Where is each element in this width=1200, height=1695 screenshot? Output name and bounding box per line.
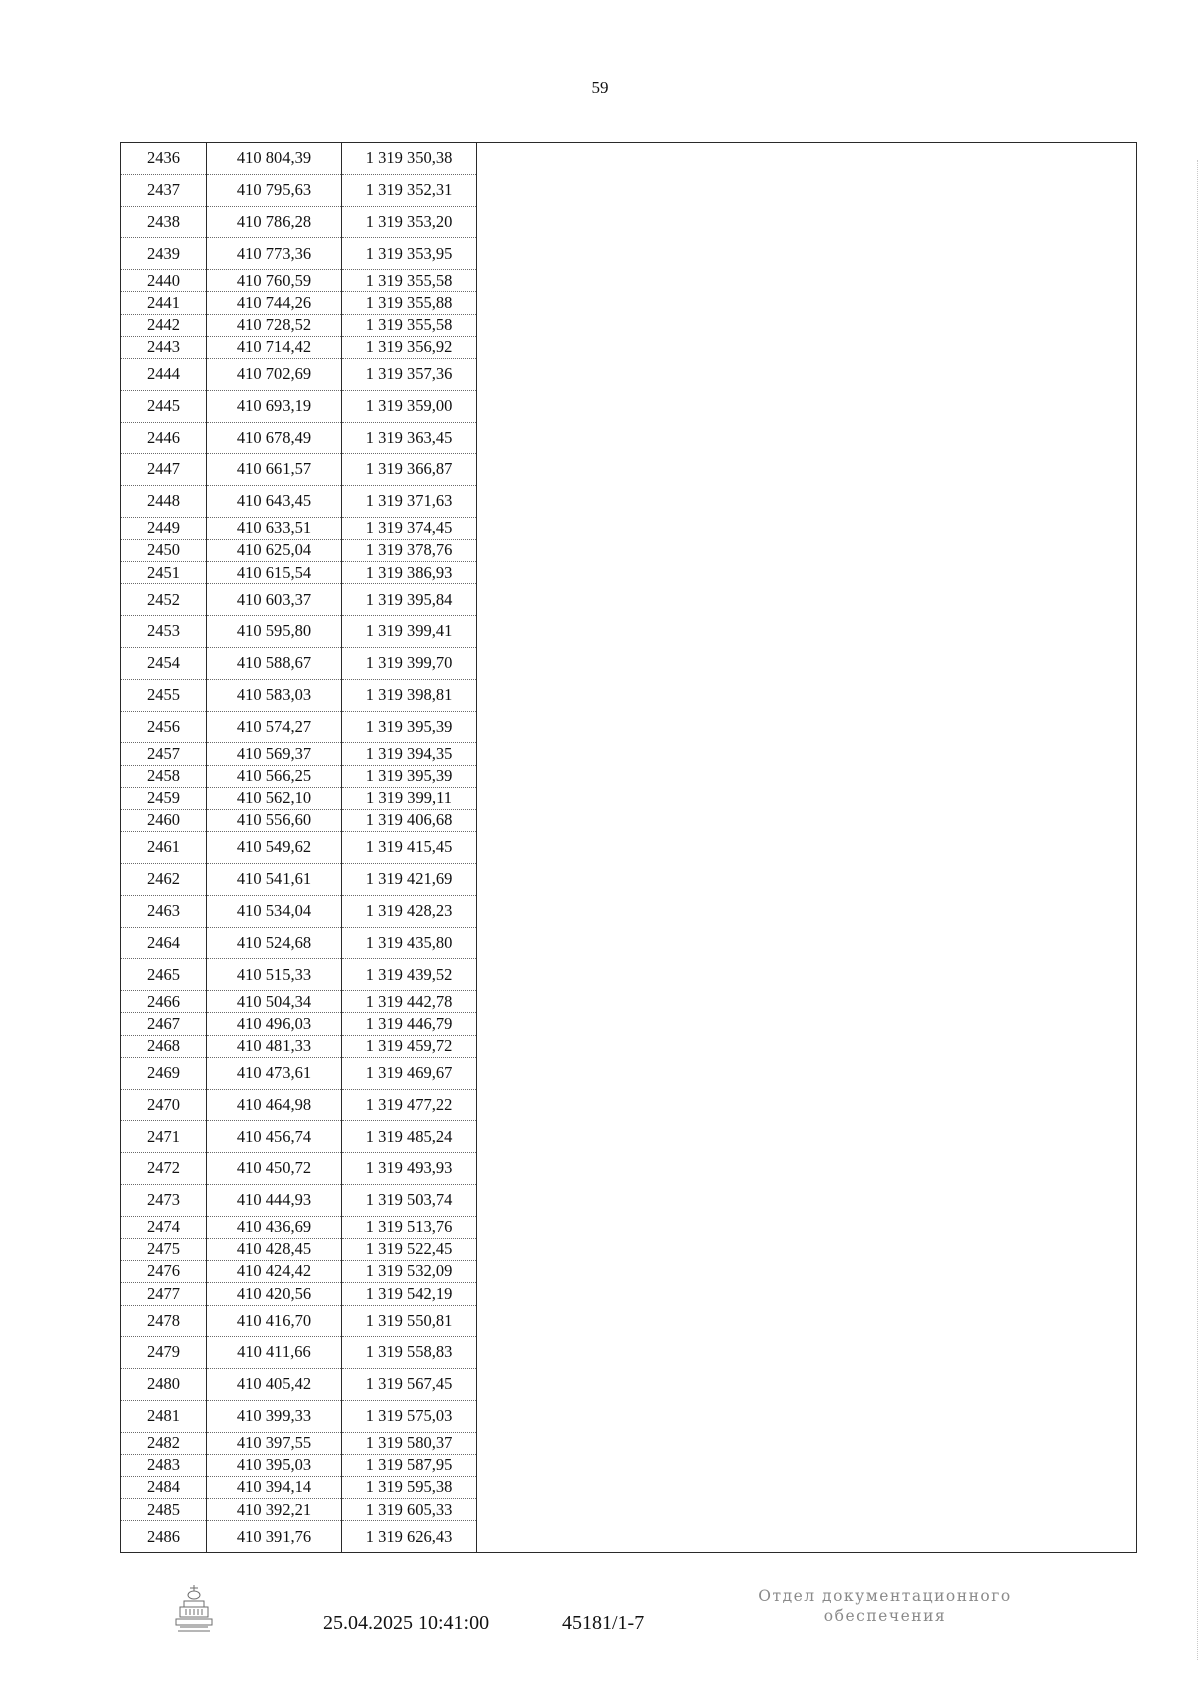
x-coordinate-cell: 410 397,55 [207,1432,342,1454]
y-coordinate-cell: 1 319 359,00 [342,390,477,422]
point-number-cell: 2454 [121,648,207,680]
scan-edge-mark [1196,160,1198,1660]
y-coordinate-cell: 1 319 459,72 [342,1035,477,1057]
y-coordinate-cell: 1 319 355,58 [342,270,477,292]
point-number-cell: 2481 [121,1400,207,1432]
point-number-cell: 2468 [121,1035,207,1057]
x-coordinate-cell: 410 481,33 [207,1035,342,1057]
x-coordinate-cell: 410 661,57 [207,454,342,486]
point-number-cell: 2483 [121,1454,207,1476]
y-coordinate-cell: 1 319 580,37 [342,1432,477,1454]
point-number-cell: 2461 [121,832,207,864]
point-number-cell: 2471 [121,1121,207,1153]
point-number-cell: 2458 [121,765,207,787]
y-coordinate-cell: 1 319 550,81 [342,1305,477,1337]
y-coordinate-cell: 1 319 399,11 [342,787,477,809]
point-number-cell: 2439 [121,238,207,270]
x-coordinate-cell: 410 574,27 [207,711,342,743]
x-coordinate-cell: 410 760,59 [207,270,342,292]
point-number-cell: 2467 [121,1013,207,1035]
y-coordinate-cell: 1 319 371,63 [342,486,477,518]
y-coordinate-cell: 1 319 522,45 [342,1238,477,1260]
y-coordinate-cell: 1 319 605,33 [342,1499,477,1521]
point-number-cell: 2438 [121,206,207,238]
point-number-cell: 2460 [121,810,207,832]
point-number-cell: 2472 [121,1153,207,1185]
x-coordinate-cell: 410 424,42 [207,1261,342,1283]
point-number-cell: 2446 [121,422,207,454]
y-coordinate-cell: 1 319 469,67 [342,1057,477,1089]
point-number-cell: 2473 [121,1184,207,1216]
y-coordinate-cell: 1 319 626,43 [342,1521,477,1553]
y-coordinate-cell: 1 319 513,76 [342,1216,477,1238]
y-coordinate-cell: 1 319 352,31 [342,174,477,206]
x-coordinate-cell: 410 541,61 [207,864,342,896]
x-coordinate-cell: 410 603,37 [207,584,342,616]
x-coordinate-cell: 410 615,54 [207,562,342,584]
point-number-cell: 2456 [121,711,207,743]
y-coordinate-cell: 1 319 353,20 [342,206,477,238]
point-number-cell: 2453 [121,616,207,648]
x-coordinate-cell: 410 420,56 [207,1283,342,1305]
point-number-cell: 2480 [121,1369,207,1401]
point-number-cell: 2436 [121,143,207,175]
x-coordinate-cell: 410 534,04 [207,895,342,927]
point-number-cell: 2469 [121,1057,207,1089]
y-coordinate-cell: 1 319 442,78 [342,991,477,1013]
y-coordinate-cell: 1 319 353,95 [342,238,477,270]
y-coordinate-cell: 1 319 428,23 [342,895,477,927]
x-coordinate-cell: 410 583,03 [207,679,342,711]
department-stamp-line-2: обеспечения [823,1607,947,1625]
point-number-cell: 2470 [121,1089,207,1121]
x-coordinate-cell: 410 456,74 [207,1121,342,1153]
point-number-cell: 2449 [121,517,207,539]
point-number-cell: 2484 [121,1477,207,1499]
x-coordinate-cell: 410 714,42 [207,336,342,358]
y-coordinate-cell: 1 319 439,52 [342,959,477,991]
x-coordinate-cell: 410 416,70 [207,1305,342,1337]
y-coordinate-cell: 1 319 395,84 [342,584,477,616]
x-coordinate-cell: 410 444,93 [207,1184,342,1216]
point-number-cell: 2443 [121,336,207,358]
y-coordinate-cell: 1 319 374,45 [342,517,477,539]
y-coordinate-cell: 1 319 485,24 [342,1121,477,1153]
x-coordinate-cell: 410 524,68 [207,927,342,959]
point-number-cell: 2477 [121,1283,207,1305]
coordinates-table [120,142,1137,1553]
y-coordinate-cell: 1 319 493,93 [342,1153,477,1185]
point-number-cell: 2463 [121,895,207,927]
x-coordinate-cell: 410 436,69 [207,1216,342,1238]
y-coordinate-cell: 1 319 395,39 [342,765,477,787]
x-coordinate-cell: 410 744,26 [207,292,342,314]
y-coordinate-cell: 1 319 587,95 [342,1454,477,1476]
y-coordinate-cell: 1 319 355,58 [342,314,477,336]
x-coordinate-cell: 410 464,98 [207,1089,342,1121]
x-coordinate-cell: 410 795,63 [207,174,342,206]
point-number-cell: 2476 [121,1261,207,1283]
point-number-cell: 2441 [121,292,207,314]
x-coordinate-cell: 410 595,80 [207,616,342,648]
y-coordinate-cell: 1 319 395,39 [342,711,477,743]
x-coordinate-cell: 410 504,34 [207,991,342,1013]
x-coordinate-cell: 410 394,14 [207,1477,342,1499]
y-coordinate-cell: 1 319 575,03 [342,1400,477,1432]
x-coordinate-cell: 410 633,51 [207,517,342,539]
point-number-cell: 2448 [121,486,207,518]
point-number-cell: 2452 [121,584,207,616]
point-number-cell: 2437 [121,174,207,206]
x-coordinate-cell: 410 450,72 [207,1153,342,1185]
x-coordinate-cell: 410 395,03 [207,1454,342,1476]
x-coordinate-cell: 410 702,69 [207,358,342,390]
y-coordinate-cell: 1 319 558,83 [342,1337,477,1369]
x-coordinate-cell: 410 588,67 [207,648,342,680]
footer-timestamp: 25.04.2025 10:41:00 [323,1612,490,1634]
x-coordinate-cell: 410 496,03 [207,1013,342,1035]
y-coordinate-cell: 1 319 356,92 [342,336,477,358]
coat-of-arms-emblem-icon [170,1583,218,1635]
point-number-cell: 2474 [121,1216,207,1238]
y-coordinate-cell: 1 319 435,80 [342,927,477,959]
x-coordinate-cell: 410 391,76 [207,1521,342,1553]
y-coordinate-cell: 1 319 446,79 [342,1013,477,1035]
x-coordinate-cell: 410 773,36 [207,238,342,270]
point-number-cell: 2442 [121,314,207,336]
x-coordinate-cell: 410 786,28 [207,206,342,238]
point-number-cell: 2465 [121,959,207,991]
y-coordinate-cell: 1 319 363,45 [342,422,477,454]
x-coordinate-cell: 410 428,45 [207,1238,342,1260]
x-coordinate-cell: 410 728,52 [207,314,342,336]
y-coordinate-cell: 1 319 415,45 [342,832,477,864]
y-coordinate-cell: 1 319 406,68 [342,810,477,832]
point-number-cell: 2479 [121,1337,207,1369]
x-coordinate-cell: 410 549,62 [207,832,342,864]
y-coordinate-cell: 1 319 542,19 [342,1283,477,1305]
x-coordinate-cell: 410 399,33 [207,1400,342,1432]
point-number-cell: 2462 [121,864,207,896]
y-coordinate-cell: 1 319 398,81 [342,679,477,711]
y-coordinate-cell: 1 319 394,35 [342,743,477,765]
blank-column [477,143,1137,1553]
x-coordinate-cell: 410 804,39 [207,143,342,175]
x-coordinate-cell: 410 566,25 [207,765,342,787]
y-coordinate-cell: 1 319 503,74 [342,1184,477,1216]
x-coordinate-cell: 410 411,66 [207,1337,342,1369]
x-coordinate-cell: 410 643,45 [207,486,342,518]
y-coordinate-cell: 1 319 567,45 [342,1369,477,1401]
point-number-cell: 2447 [121,454,207,486]
x-coordinate-cell: 410 556,60 [207,810,342,832]
page-number: 59 [591,78,609,97]
point-number-cell: 2486 [121,1521,207,1553]
point-number-cell: 2478 [121,1305,207,1337]
x-coordinate-cell: 410 473,61 [207,1057,342,1089]
y-coordinate-cell: 1 319 366,87 [342,454,477,486]
y-coordinate-cell: 1 319 350,38 [342,143,477,175]
point-number-cell: 2485 [121,1499,207,1521]
y-coordinate-cell: 1 319 378,76 [342,540,477,562]
x-coordinate-cell: 410 625,04 [207,540,342,562]
point-number-cell: 2457 [121,743,207,765]
footer-document-number: 45181/1-7 [562,1612,645,1634]
x-coordinate-cell: 410 569,37 [207,743,342,765]
x-coordinate-cell: 410 562,10 [207,787,342,809]
point-number-cell: 2475 [121,1238,207,1260]
x-coordinate-cell: 410 392,21 [207,1499,342,1521]
point-number-cell: 2445 [121,390,207,422]
x-coordinate-cell: 410 678,49 [207,422,342,454]
y-coordinate-cell: 1 319 357,36 [342,358,477,390]
point-number-cell: 2451 [121,562,207,584]
table-row [121,143,1137,175]
point-number-cell: 2459 [121,787,207,809]
x-coordinate-cell: 410 693,19 [207,390,342,422]
department-stamp-line-1: Отдел документационного [758,1587,1012,1605]
point-number-cell: 2440 [121,270,207,292]
x-coordinate-cell: 410 405,42 [207,1369,342,1401]
y-coordinate-cell: 1 319 399,70 [342,648,477,680]
point-number-cell: 2444 [121,358,207,390]
y-coordinate-cell: 1 319 386,93 [342,562,477,584]
point-number-cell: 2466 [121,991,207,1013]
y-coordinate-cell: 1 319 355,88 [342,292,477,314]
point-number-cell: 2455 [121,679,207,711]
y-coordinate-cell: 1 319 595,38 [342,1477,477,1499]
department-stamp [690,1586,1080,1626]
point-number-cell: 2450 [121,540,207,562]
x-coordinate-cell: 410 515,33 [207,959,342,991]
y-coordinate-cell: 1 319 532,09 [342,1261,477,1283]
y-coordinate-cell: 1 319 399,41 [342,616,477,648]
point-number-cell: 2482 [121,1432,207,1454]
y-coordinate-cell: 1 319 477,22 [342,1089,477,1121]
point-number-cell: 2464 [121,927,207,959]
y-coordinate-cell: 1 319 421,69 [342,864,477,896]
coordinates-table-body [121,143,1137,1553]
